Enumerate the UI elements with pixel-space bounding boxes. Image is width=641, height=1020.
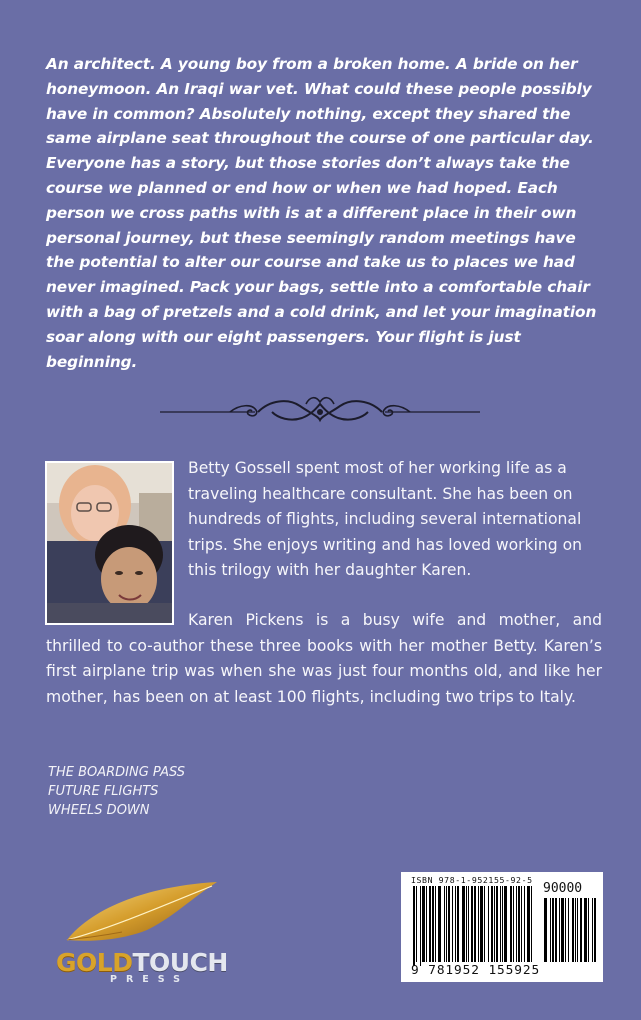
title-item: THE BOARDING PASS (48, 765, 186, 780)
logo-gold: GOLD (56, 948, 133, 977)
back-cover-blurb: An architect. A young boy from a broken home. A bride on her honeymoon. An Iraqi war vet. What could these people possibly have in common? Absolutely nothing, except they shared the same airplane seat throughout the course of one particular day. Everyone has a story, but those stories don’t always take the course we planned or end how or when we had hoped. Each person we cross paths with is at a different place in their own personal journey, but these seemingly random meetings have the potential to alter our course and take us to places we had never imagined. Pack your bags, settle into a comfortable chair with a bag of pretzels and a cold drink, and let your imagination soar along with our eight passengers. Your flight is just beginning. (46, 55, 597, 371)
author-bio-betty: Betty Gossell spent most of her working life as a traveling healthcare consultant. She has been on hundreds of flights, including several international trips. She enjoys writing and has loved working on this trilogy with her daughter Karen. (188, 459, 583, 580)
ean-digits: 9 781952 155925 (411, 963, 541, 978)
price-code: 90000 (543, 881, 583, 896)
trilogy-titles (48, 763, 185, 820)
author-photo-image (47, 463, 174, 625)
logo-press: PRESS (110, 974, 190, 985)
logo-touch: TOUCH (132, 948, 228, 977)
title-item: WHEELS DOWN (48, 803, 150, 818)
author-photo (45, 461, 174, 625)
ornamental-divider (160, 392, 480, 428)
publisher-logo (56, 948, 242, 977)
isbn-barcode (401, 872, 603, 982)
isbn-label: ISBN 978-1-952155-92-5 (411, 875, 533, 885)
title-item: FUTURE FLIGHTS (48, 784, 159, 799)
author-bio-karen: Karen Pickens is a busy wife and mother, and thrilled to co-author these three books with her mother Betty. Karen’s first airplane trip was when she was just four months old, and like her mother, has been on at least 100 flights, including two trips to Italy. (46, 611, 602, 706)
